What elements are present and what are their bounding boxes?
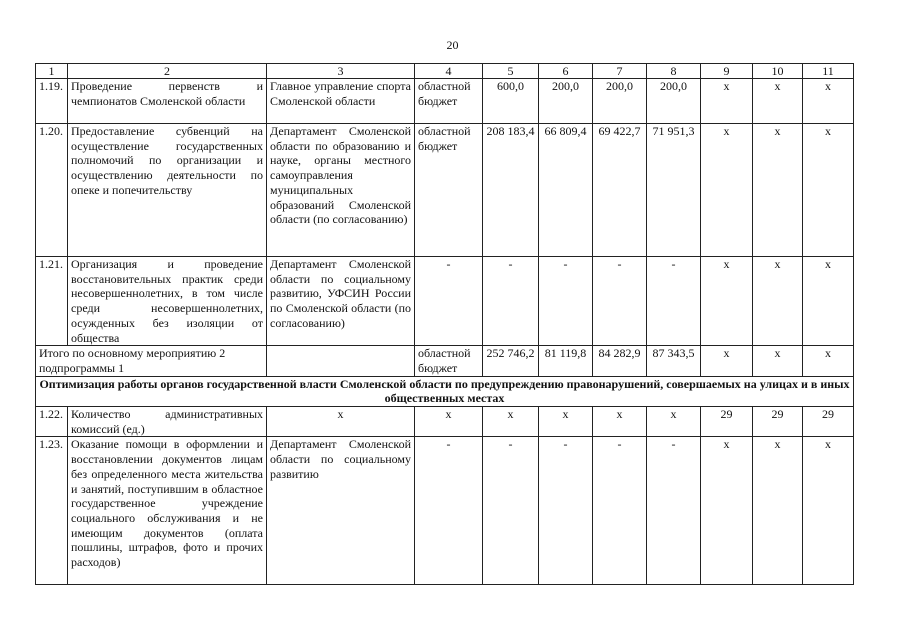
- table-row: [36, 124, 854, 257]
- value-cell: 29: [753, 407, 803, 437]
- value-cell: 200,0: [647, 79, 701, 124]
- value-cell: х: [753, 124, 803, 257]
- row-number: 1.20.: [36, 124, 68, 257]
- executor: Департамент Смоленской области по социальному развитию, УФСИН России по Смоленской области (по согласованию): [267, 257, 415, 346]
- page-number: 20: [446, 38, 459, 52]
- value-cell: х: [701, 437, 753, 585]
- value-cell: 69 422,7: [593, 124, 647, 257]
- value-cell: х: [803, 79, 854, 124]
- value-cell: 208 183,4: [483, 124, 539, 257]
- executor: Департамент Смоленской области по образованию и науке, органы местного самоуправления муниципальных образований Смоленской области (по согласованию): [267, 124, 415, 257]
- activity-name: Количество административных комиссий (ед.): [68, 407, 267, 437]
- section-heading: Оптимизация работы органов государственной власти Смоленской области по предупреждению правонарушений, совершаемых на улицах и в иных общественных местах: [36, 376, 854, 406]
- value-cell: 66 809,4: [539, 124, 593, 257]
- value-cell: -: [593, 257, 647, 346]
- table-row: [36, 407, 854, 437]
- value-cell: 87 343,5: [647, 346, 701, 376]
- activity-name: Организация и проведение восстановительных практик среди несовершеннолетних, в том числе среди несовершеннолетних, осужденных без изоляции от общества: [68, 257, 267, 346]
- funding-source: областной бюджет: [415, 124, 483, 257]
- value-cell: х: [701, 124, 753, 257]
- value-cell: х: [803, 257, 854, 346]
- column-header: 3: [267, 64, 415, 79]
- value-cell: -: [593, 437, 647, 585]
- value-cell: 600,0: [483, 79, 539, 124]
- value-cell: х: [701, 257, 753, 346]
- row-number: 1.22.: [36, 407, 68, 437]
- column-header: 1: [36, 64, 68, 79]
- table-row: [36, 257, 854, 346]
- value-cell: 200,0: [593, 79, 647, 124]
- activity-name: Предоставление субвенций на осуществление государственных полномочий по организации и осуществлению деятельности по опеке и попечительству: [68, 124, 267, 257]
- column-header: 7: [593, 64, 647, 79]
- activity-name: Проведение первенств и чемпионатов Смоленской области: [68, 79, 267, 124]
- value-cell: х: [701, 346, 753, 376]
- value-cell: х: [539, 407, 593, 437]
- value-cell: 84 282,9: [593, 346, 647, 376]
- value-cell: х: [753, 437, 803, 585]
- column-header: 11: [803, 64, 854, 79]
- column-header: 10: [753, 64, 803, 79]
- value-cell: х: [701, 79, 753, 124]
- value-cell: -: [539, 257, 593, 346]
- table-row: [36, 79, 854, 124]
- executor: х: [267, 407, 415, 437]
- executor: Департамент Смоленской области по социальному развитию: [267, 437, 415, 585]
- subtotal-label: Итого по основному мероприятию 2 подпрограммы 1: [36, 346, 267, 376]
- value-cell: х: [753, 346, 803, 376]
- column-number-row: [36, 64, 854, 79]
- column-header: 8: [647, 64, 701, 79]
- value-cell: х: [803, 346, 854, 376]
- value-cell: х: [753, 257, 803, 346]
- value-cell: х: [753, 79, 803, 124]
- value-cell: х: [593, 407, 647, 437]
- funding-source: -: [415, 257, 483, 346]
- value-cell: -: [647, 257, 701, 346]
- value-cell: 29: [701, 407, 753, 437]
- value-cell: х: [803, 437, 854, 585]
- funding-source: областной бюджет: [415, 79, 483, 124]
- value-cell: х: [803, 124, 854, 257]
- column-header: 5: [483, 64, 539, 79]
- value-cell: -: [539, 437, 593, 585]
- value-cell: -: [647, 437, 701, 585]
- row-number: 1.21.: [36, 257, 68, 346]
- value-cell: 71 951,3: [647, 124, 701, 257]
- value-cell: 29: [803, 407, 854, 437]
- column-header: 4: [415, 64, 483, 79]
- value-cell: 81 119,8: [539, 346, 593, 376]
- value-cell: -: [483, 257, 539, 346]
- column-header: 9: [701, 64, 753, 79]
- value-cell: -: [483, 437, 539, 585]
- executor: Главное управление спорта Смоленской области: [267, 79, 415, 124]
- value-cell: 200,0: [539, 79, 593, 124]
- row-number: 1.23.: [36, 437, 68, 585]
- value-cell: х: [483, 407, 539, 437]
- activity-name: Оказание помощи в оформлении и восстановлении документов лицам без определенного места жительства и занятий, поступившим в областное государственное учреждение социального обслуживания и не имеющим документов (оплата пошлины, штрафов, фото и прочих расходов): [68, 437, 267, 585]
- section-row: [36, 376, 854, 406]
- column-header: 2: [68, 64, 267, 79]
- funding-source: областной бюджет: [415, 346, 483, 376]
- funding-source: х: [415, 407, 483, 437]
- subtotal-row: [36, 346, 854, 376]
- executor: [267, 346, 415, 376]
- funding-source: -: [415, 437, 483, 585]
- program-table: [35, 63, 854, 585]
- row-number: 1.19.: [36, 79, 68, 124]
- column-header: 6: [539, 64, 593, 79]
- table-row: [36, 437, 854, 585]
- value-cell: х: [647, 407, 701, 437]
- value-cell: 252 746,2: [483, 346, 539, 376]
